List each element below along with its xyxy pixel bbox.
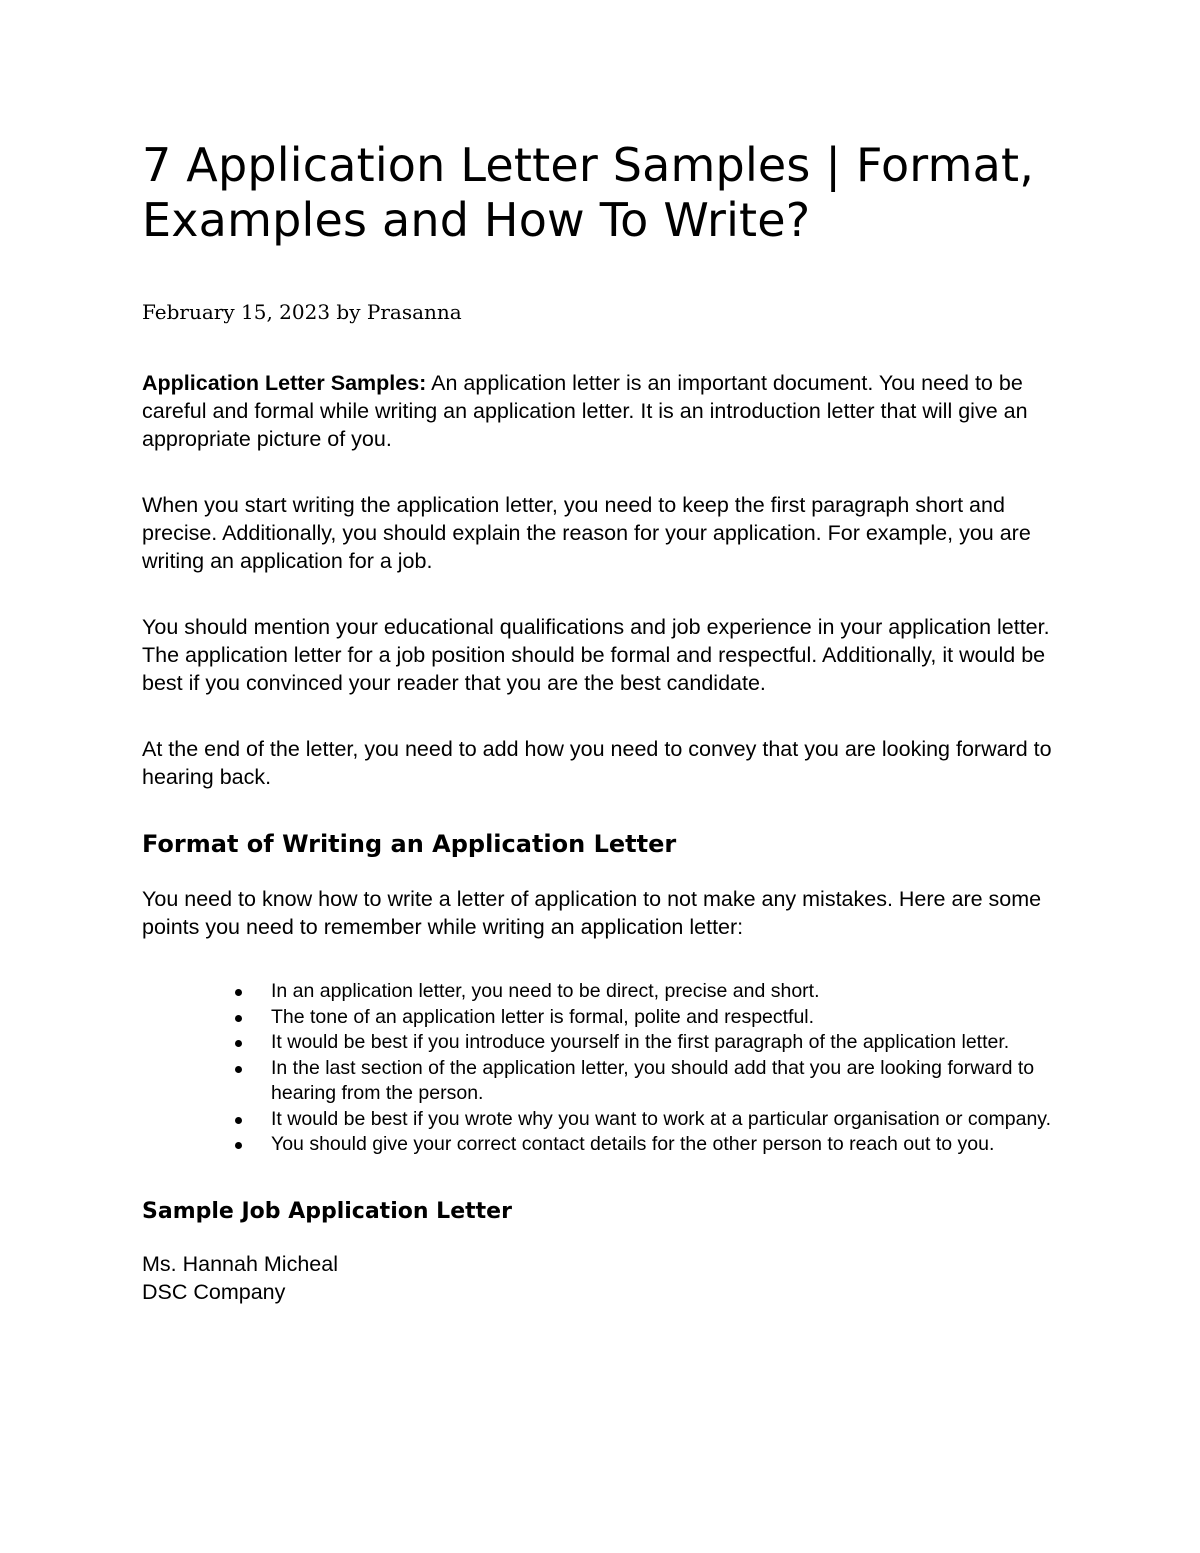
intro-paragraph xyxy=(142,369,1062,453)
list-item xyxy=(271,1030,1062,1056)
list-item-text: The tone of an application letter is formal, polite and respectful. xyxy=(271,1005,815,1028)
page-title: 7 Application Letter Samples | Format, Examples and How To Write? xyxy=(142,138,1035,247)
paragraph-closing: At the end of the letter, you need to add how you need to convey that you are looking forward to hearing back. xyxy=(142,737,1052,789)
recipient-name: Ms. Hannah Micheal xyxy=(142,1251,338,1276)
bullet-icon xyxy=(235,1066,242,1073)
paragraph-qualifications: You should mention your educational qualifications and job experience in your application letter. The application letter for a job position should be formal and respectful. Additionally, it would be best if you convinced your reader that you are the best candidate. xyxy=(142,615,1050,695)
list-item-text: You should give your correct contact details for the other person to reach out to you. xyxy=(271,1133,995,1155)
list-item-text: In the last section of the application letter, you should add that you are looking forward to hearing from the person. xyxy=(271,1056,1035,1104)
list-item-text: It would be best if you introduce yourself in the first paragraph of the application letter. xyxy=(271,1031,1010,1053)
list-item-text: It would be best if you wrote why you want to work at a particular organisation or company. xyxy=(271,1107,1052,1130)
intro-lead: Application Letter Samples: xyxy=(142,371,427,395)
byline: February 15, 2023 by Prasanna xyxy=(142,300,462,324)
bullet-icon xyxy=(235,1117,242,1124)
list-item xyxy=(271,1132,1062,1158)
format-heading: Format of Writing an Application Letter xyxy=(142,830,677,858)
bullet-icon xyxy=(235,1015,242,1022)
list-item-text: In an application letter, you need to be direct, precise and short. xyxy=(271,980,820,1002)
sample-heading: Sample Job Application Letter xyxy=(142,1198,512,1224)
document-page xyxy=(142,128,1062,1306)
recipient-company: DSC Company xyxy=(142,1279,286,1304)
bullet-icon xyxy=(235,989,242,996)
format-intro: You need to know how to write a letter of application to not make any mistakes. Here are some points you need to remember while writing an application letter: xyxy=(142,887,1042,939)
list-item xyxy=(271,1107,1062,1133)
sample-letter-header xyxy=(142,1250,1062,1306)
bullet-icon xyxy=(235,1040,242,1047)
list-item xyxy=(271,1056,1062,1107)
bullet-icon xyxy=(235,1142,242,1149)
list-item xyxy=(271,1005,1062,1031)
format-bullet-list xyxy=(142,979,1062,1158)
paragraph-start-writing: When you start writing the application letter, you need to keep the first paragraph short and precise. Additionally, you should explain the reason for your application. For example, you are writing an application for a job. xyxy=(142,493,1031,573)
list-item xyxy=(271,979,1062,1005)
intro-text: An application letter is an important document. You need to be careful and formal while writing an application letter. It is an introduction letter that will give an appropriate picture of you. xyxy=(142,371,1028,451)
